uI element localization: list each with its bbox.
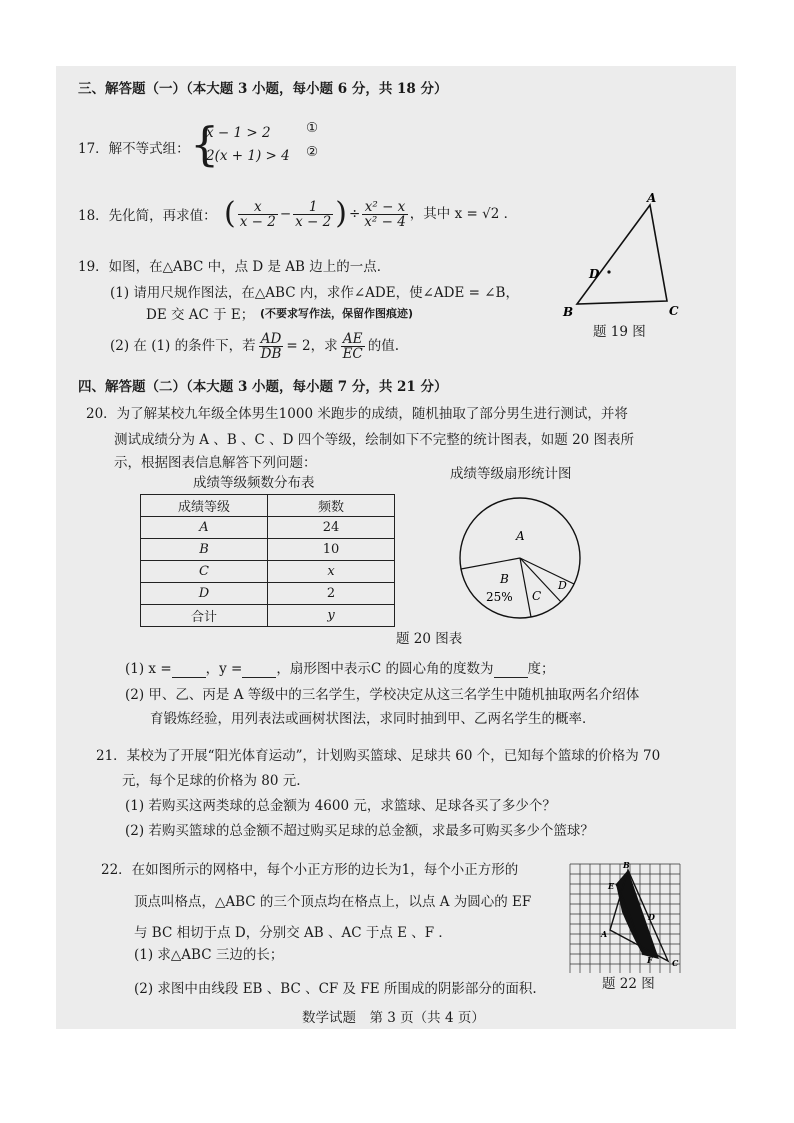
q21-line1: 21．某校为了开展“阳光体育运动”，计划购买篮球、足球共 60 个，已知每个篮球的价格为 70: [96, 748, 661, 764]
q18-frac1: $\frac{x}{x - 2}$: [239, 198, 276, 230]
blank-x: [172, 663, 206, 678]
table-header-cell: 频数: [268, 495, 395, 517]
blank-y: [242, 663, 276, 678]
table-row: [141, 561, 395, 583]
q20-table-title: 成绩等级频数分布表: [193, 475, 315, 491]
pie-label-b-percent: 25%: [486, 590, 513, 604]
q22-line1: 22．在如图所示的网格中，每个小正方形的边长为1，每个小正方形的: [101, 862, 519, 878]
q18-frac2: $\frac{1}{x - 2}$: [295, 198, 332, 230]
pie-label-b: B: [500, 572, 509, 586]
label-b: B: [623, 860, 630, 870]
q19-frac-ae-ec: $\frac{AE}{EC}$: [342, 330, 363, 362]
table-row: [141, 517, 395, 539]
label-c: C: [669, 304, 679, 318]
triangle-abc: [577, 205, 667, 304]
q20-sub1: (1) x = ，y = ，扇形图中表示C 的圆心角的度数为 度；: [125, 661, 555, 677]
q19-line4: (2) 在 (1) 的条件下，若 $\frac{AD}{DB}$ = 2，求 $\frac{AE}{EC}$ 的值.: [110, 330, 400, 362]
table-row: [141, 583, 395, 605]
q17-ineq1: x − 1 > 2: [206, 125, 271, 141]
q20-pie-chart: [452, 490, 588, 626]
q19-line2: (1) 请用尺规作图法，在△ABC 内，求作∠ADE，使∠ADE = ∠B，: [110, 285, 519, 301]
q17-label: 17．解不等式组：: [78, 141, 190, 157]
table-cell: 10: [268, 539, 395, 561]
pie-divider-a-b: [461, 558, 520, 569]
table-header-row: [141, 495, 395, 517]
table-row: [141, 539, 395, 561]
q22-sub2: (2) 求图中由线段 EB 、BC 、CF 及 FE 所围成的阴影部分的面积.: [134, 981, 537, 997]
q22-sub1: (1) 求△ABC 三边的长；: [134, 947, 284, 963]
q20-sub2-line2: 育锻炼经验，用列表法或画树状图法，求同时抽到甲、乙两名学生的概率．: [150, 711, 596, 727]
q20-line3: 示，根据图表信息解答下列问题：: [114, 455, 317, 471]
q21-line2: 元，每个足球的价格为 80 元.: [122, 773, 301, 789]
q17-mark1: ①: [306, 120, 319, 136]
label-f: F: [647, 955, 653, 965]
frequency-table: [140, 494, 395, 627]
q19-frac-ad-db: $\frac{AD}{DB}$: [260, 330, 282, 362]
q19-caption: 题 19 图: [593, 324, 646, 340]
table-cell: 24: [268, 517, 395, 539]
table-header-cell: 成绩等级: [141, 495, 268, 517]
table-cell: 2: [268, 583, 395, 605]
q18-frac3: $\frac{\text{x² − x}}{\text{x² − 4}}$: [364, 198, 406, 230]
q22-line2: 顶点叫格点，△ABC 的三个顶点均在格点上，以点 A 为圆心的 EF: [134, 894, 532, 910]
q22-grid-figure: [564, 858, 689, 973]
label-b: B: [563, 305, 574, 318]
q20-sub2-line1: (2) 甲、乙、丙是 A 等级中的三名学生，学校决定从这三名学生中随机抽取两名介绍体: [125, 687, 640, 703]
q19-note: (不要求写作法，保留作图痕迹): [260, 307, 414, 320]
label-a: A: [601, 929, 608, 939]
pie-label-a: A: [516, 529, 525, 543]
q17-ineq2: 2(x + 1) > 4: [206, 148, 290, 164]
q20-line1: 20．为了解某校九年级全体男生1000 米跑步的成绩，随机抽取了部分男生进行测试，并将: [86, 406, 628, 422]
table-cell: B: [141, 539, 268, 561]
pie-label-c: C: [532, 589, 542, 603]
q22-line3: 与 BC 相切于点 D，分别交 AB 、AC 于点 E 、F ．: [134, 925, 452, 941]
q18-tail: ，其中 x = √2 ．: [409, 206, 518, 222]
table-cell: y: [268, 605, 395, 627]
label-a: A: [647, 191, 657, 205]
q18-divide: ÷: [348, 206, 361, 222]
q20-line2: 测试成绩分为 A 、B 、C 、D 四个等级，绘制如下不完整的统计图表，如题 20 图表所: [114, 432, 635, 448]
q17-brace: {: [190, 117, 220, 171]
section3-header: 三、解答题（一）（本大题 3 小题，每小题 6 分，共 18 分）: [78, 81, 448, 97]
table-cell: A: [141, 517, 268, 539]
pie-label-d: D: [558, 579, 567, 592]
q17-mark2: ②: [306, 144, 319, 160]
q20-caption: 题 20 图表: [396, 631, 463, 647]
table-cell: x: [268, 561, 395, 583]
table-cell: 合计: [141, 605, 268, 627]
q22-caption: 题 22 图: [602, 976, 655, 992]
label-d: D: [589, 267, 600, 281]
pie-divider-b-c: [520, 558, 531, 617]
q21-sub2: (2) 若购买篮球的总金额不超过购买足球的总金额，求最多可购买多少个篮球？: [125, 823, 594, 839]
q18-minus: −: [279, 206, 292, 222]
q18-expression: ( $\frac{x}{x - 2}$ − $\frac{1}{x - 2}$ ) ÷ $\frac{\text{x² − x}}{\text{x² − 4}}$ ，其中 x = √2 ．: [224, 196, 518, 231]
q21-sub1: (1) 若购买这两类球的总金额为 4600 元，求篮球、足球各买了多少个？: [125, 798, 556, 814]
table-row: [141, 605, 395, 627]
q19-triangle-figure: [555, 188, 695, 318]
q18-label: 18．先化简，再求值：: [78, 208, 217, 224]
table-cell: C: [141, 561, 268, 583]
section4-header: 四、解答题（二）（本大题 3 小题，每小题 7 分，共 21 分）: [78, 379, 448, 395]
label-e: E: [608, 881, 615, 891]
table-cell: D: [141, 583, 268, 605]
label-d: D: [648, 912, 655, 922]
q19-line1: 19．如图，在△ABC 中，点 D 是 AB 边上的一点．: [78, 259, 391, 275]
q19-line3: DE 交 AC 于 E；: [146, 307, 255, 323]
q20-pie-title: 成绩等级扇形统计图: [450, 466, 572, 482]
page-footer: 数学试题 第 3 页（共 4 页）: [302, 1010, 485, 1026]
blank-angle: [494, 663, 528, 678]
label-c: C: [672, 958, 679, 968]
point-d: [607, 270, 610, 273]
